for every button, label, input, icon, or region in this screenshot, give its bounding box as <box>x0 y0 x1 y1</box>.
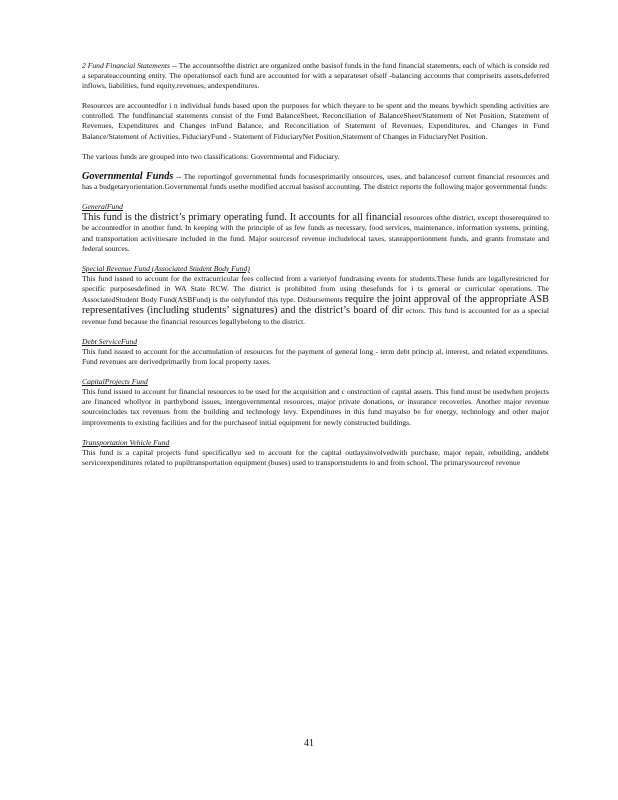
general-fund-heading: GeneralFund <box>82 201 123 211</box>
transportation-paragraph: This fund is a capital projects fund specificallyu sed to account for the capital outlaysinvolvedwith purchase, major repair, rebuilding, anddebt serviceexpenditures related to pupiltransportation equipment (buses) used to transportstudents to and from school. The primarysourceof revenue <box>82 447 549 467</box>
resources-paragraph: Resources are accountedfor i n individual funds based upon the purposes for which theyare to be spent and the means bywhich spending activities are controlled. The fundfinancial statements consist of the Fund BalanceSheet, Reconciliation of BalanceSheet/Statement of Net Position, Statement of Revenues, Expenditures and Changes inFund Balance, and Reconciliation of Statement of Revenues, Expenditures, and Changes in Fund Balance/Statement of Activities, FiduciaryFund - Statement of FiduciaryNet Position,Statement of Changes in FiduciaryNet Position. <box>82 101 549 141</box>
governmental-paragraph <box>82 172 549 192</box>
general-fund-paragraph <box>82 212 549 254</box>
fund-financial-heading: 2 Fund Financial Statements <box>82 61 170 70</box>
page-body <box>82 61 549 468</box>
governmental-heading: Governmental Funds <box>82 170 174 182</box>
special-revenue-heading: Special Revenue Fund (Associated Student Body Fund) <box>82 263 250 273</box>
page-number: 41 <box>304 738 314 749</box>
debt-service-paragraph: This fund issued to account for the accumulation of resources for the payment of general long - term debt princip al, interest, and related expenditures. Fund revenues are derivedprimarily from local property taxes. <box>82 347 549 367</box>
classifications-paragraph: The various funds are grouped into two classifications: Governmental and Fiduciary. <box>82 151 340 161</box>
fund-financial-paragraph <box>82 61 549 91</box>
governmental-text: -- The reportingof governmental funds focusesprimarily onsources, uses, and balancesof current financial resources and has a budgetaryorientation.Governmental funds usethe modified accrual basisof accounting. The district reports the following major governmental funds: <box>82 171 550 191</box>
capital-projects-heading: CapitalProjects Fund <box>82 377 148 387</box>
fund-financial-text: -- The accountsofthe district are organized onthe basisof funds in the fund financial statements, each of which is conside red a separateaccounting entity. The operationsof each fund are accounted for with a separateset ofself -balancing accounts that compriseits assets,deferred inflows, liabilities, fund equity,revenues, andexpenditures. <box>82 61 549 91</box>
special-revenue-paragraph <box>82 274 549 327</box>
general-fund-lead: This fund is the district’s primary operating fund. It accounts for all financial <box>82 212 402 224</box>
debt-service-heading: Debt ServiceFund <box>82 336 138 346</box>
general-fund-text: resources ofthe district, except thoserequired to be accountedfor in another fund. In keeping with the principle of as few funds as necessary, food services, maintenance, information systems, printing, and transportation activitiesare included in the fund. Major sourcesof revenue includelocal taxes, stateapportionment funds, and grants fromstate and federal sources. <box>82 213 549 253</box>
special-revenue-text-2: ectors. This fund is accounted for as a special revenue fund because the financial resources legallybelong to the district. <box>82 306 549 326</box>
transportation-heading: Transportation Vehicle Fund <box>82 437 170 447</box>
special-revenue-approval: require the joint approval of the appropriate ASB representatives (including students’ signatures) and the district’s board of dir <box>82 294 549 317</box>
capital-projects-paragraph: This fund issued to account for financial resources to be used for the acquisition and c onstruction of capital assets. This fund must be usedwhen projects are financed whollyor in partbybond issues, intergovernmental resources, major private donations, or insurance recoveries. Another major revenue sourceincludes tax revenues from the building and technology levy. Expenditures in this fund mayalso be for energy, technology and other major improvements to existing facilities and for the purchaseof initial equipment for newly constructed buildings. <box>82 387 549 427</box>
special-revenue-text-1: This fund issued to account for the extracurricular fees collected from a varietyof fundraising events for students.These funds are legallyrestricted for specific purposesdefined in WA State RCW. The district is prohibited from using thesefunds for i ts general or curricular operations. The AssociatedStudent Body Fund(ASBFund) is the onlyfundof this type. Disbursements <box>82 273 549 304</box>
